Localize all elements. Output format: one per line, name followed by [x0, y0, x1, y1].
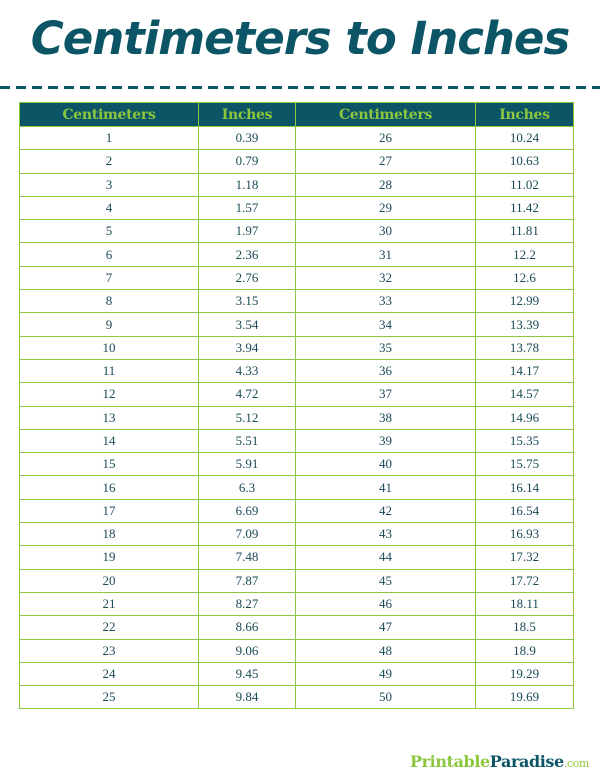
- inch-cell: 11.81: [476, 220, 574, 243]
- inch-cell: 8.27: [199, 592, 296, 615]
- cm-cell: 2: [20, 150, 199, 173]
- cm-cell: 39: [296, 429, 476, 452]
- table-row: [20, 196, 574, 219]
- inch-cell: 5.12: [199, 406, 296, 429]
- table-row: [20, 359, 574, 382]
- table-row: [20, 686, 574, 709]
- cm-cell: 13: [20, 406, 199, 429]
- cm-cell: 29: [296, 196, 476, 219]
- cm-cell: 7: [20, 266, 199, 289]
- cm-cell: 5: [20, 220, 199, 243]
- table-row: [20, 336, 574, 359]
- cm-cell: 19: [20, 546, 199, 569]
- inch-cell: 3.94: [199, 336, 296, 359]
- table-row: [20, 476, 574, 499]
- inch-cell: 14.57: [476, 383, 574, 406]
- table-row: [20, 569, 574, 592]
- cm-cell: 50: [296, 686, 476, 709]
- table-row: [20, 290, 574, 313]
- inch-cell: 7.09: [199, 523, 296, 546]
- cm-cell: 8: [20, 290, 199, 313]
- table-row: [20, 266, 574, 289]
- cm-cell: 17: [20, 499, 199, 522]
- cm-cell: 31: [296, 243, 476, 266]
- cm-cell: 6: [20, 243, 199, 266]
- inch-cell: 9.45: [199, 662, 296, 685]
- cm-cell: 33: [296, 290, 476, 313]
- cm-cell: 43: [296, 523, 476, 546]
- cm-cell: 12: [20, 383, 199, 406]
- cm-cell: 14: [20, 429, 199, 452]
- inch-cell: 9.06: [199, 639, 296, 662]
- inch-cell: 18.11: [476, 592, 574, 615]
- table-row: [20, 639, 574, 662]
- table-row: [20, 499, 574, 522]
- cm-cell: 15: [20, 453, 199, 476]
- inch-cell: 14.17: [476, 359, 574, 382]
- inch-cell: 3.54: [199, 313, 296, 336]
- inch-cell: 11.42: [476, 196, 574, 219]
- inch-cell: 12.2: [476, 243, 574, 266]
- cm-cell: 30: [296, 220, 476, 243]
- table-row: [20, 406, 574, 429]
- logo-paradise: Paradise: [489, 752, 564, 771]
- inch-cell: 2.36: [199, 243, 296, 266]
- table-body: [20, 127, 574, 709]
- inch-cell: 8.66: [199, 616, 296, 639]
- cm-cell: 9: [20, 313, 199, 336]
- inch-cell: 19.29: [476, 662, 574, 685]
- cm-cell: 35: [296, 336, 476, 359]
- cm-cell: 3: [20, 173, 199, 196]
- inch-cell: 7.87: [199, 569, 296, 592]
- inch-cell: 4.72: [199, 383, 296, 406]
- table-row: [20, 523, 574, 546]
- table-row: [20, 429, 574, 452]
- cm-cell: 36: [296, 359, 476, 382]
- inch-cell: 5.51: [199, 429, 296, 452]
- inch-cell: 16.93: [476, 523, 574, 546]
- table-row: [20, 313, 574, 336]
- table-row: [20, 173, 574, 196]
- header-centimeters-1: Centimeters: [20, 103, 199, 127]
- inch-cell: 11.02: [476, 173, 574, 196]
- cm-cell: 37: [296, 383, 476, 406]
- inch-cell: 0.39: [199, 127, 296, 150]
- cm-cell: 23: [20, 639, 199, 662]
- table-row: [20, 243, 574, 266]
- table-row: [20, 150, 574, 173]
- inch-cell: 13.39: [476, 313, 574, 336]
- table-row: [20, 220, 574, 243]
- table-row: [20, 546, 574, 569]
- header-inches-2: Inches: [476, 103, 574, 127]
- cm-cell: 44: [296, 546, 476, 569]
- cm-cell: 18: [20, 523, 199, 546]
- cm-cell: 49: [296, 662, 476, 685]
- inch-cell: 1.97: [199, 220, 296, 243]
- cm-cell: 40: [296, 453, 476, 476]
- cm-cell: 45: [296, 569, 476, 592]
- header-centimeters-2: Centimeters: [296, 103, 476, 127]
- conversion-table: [19, 102, 574, 709]
- inch-cell: 7.48: [199, 546, 296, 569]
- cm-cell: 11: [20, 359, 199, 382]
- cm-cell: 28: [296, 173, 476, 196]
- table-header-row: [20, 103, 574, 127]
- cm-cell: 1: [20, 127, 199, 150]
- inch-cell: 17.32: [476, 546, 574, 569]
- printable-paradise-logo: [410, 752, 589, 771]
- cm-cell: 24: [20, 662, 199, 685]
- inch-cell: 15.75: [476, 453, 574, 476]
- inch-cell: 6.69: [199, 499, 296, 522]
- cm-cell: 41: [296, 476, 476, 499]
- cm-cell: 42: [296, 499, 476, 522]
- inch-cell: 4.33: [199, 359, 296, 382]
- cm-cell: 34: [296, 313, 476, 336]
- table-row: [20, 383, 574, 406]
- cm-cell: 27: [296, 150, 476, 173]
- table-row: [20, 592, 574, 615]
- table-row: [20, 616, 574, 639]
- inch-cell: 13.78: [476, 336, 574, 359]
- inch-cell: 18.9: [476, 639, 574, 662]
- inch-cell: 15.35: [476, 429, 574, 452]
- inch-cell: 2.76: [199, 266, 296, 289]
- logo-printable: Printable: [410, 752, 490, 771]
- inch-cell: 0.79: [199, 150, 296, 173]
- cm-cell: 38: [296, 406, 476, 429]
- cm-cell: 32: [296, 266, 476, 289]
- inch-cell: 18.5: [476, 616, 574, 639]
- inch-cell: 1.57: [199, 196, 296, 219]
- logo-dotcom: .com: [563, 757, 589, 770]
- inch-cell: 10.63: [476, 150, 574, 173]
- cm-cell: 47: [296, 616, 476, 639]
- cm-cell: 25: [20, 686, 199, 709]
- table-row: [20, 662, 574, 685]
- inch-cell: 19.69: [476, 686, 574, 709]
- inch-cell: 6.3: [199, 476, 296, 499]
- inch-cell: 9.84: [199, 686, 296, 709]
- inch-cell: 14.96: [476, 406, 574, 429]
- inch-cell: 12.6: [476, 266, 574, 289]
- inch-cell: 17.72: [476, 569, 574, 592]
- cm-cell: 26: [296, 127, 476, 150]
- table-row: [20, 127, 574, 150]
- inch-cell: 1.18: [199, 173, 296, 196]
- cm-cell: 10: [20, 336, 199, 359]
- inch-cell: 16.54: [476, 499, 574, 522]
- cm-cell: 16: [20, 476, 199, 499]
- cm-cell: 22: [20, 616, 199, 639]
- page-title: Centimeters to Inches: [30, 12, 570, 65]
- cm-cell: 20: [20, 569, 199, 592]
- inch-cell: 10.24: [476, 127, 574, 150]
- table-row: [20, 453, 574, 476]
- dashed-divider: [0, 86, 600, 89]
- inch-cell: 16.14: [476, 476, 574, 499]
- cm-cell: 4: [20, 196, 199, 219]
- cm-cell: 48: [296, 639, 476, 662]
- cm-cell: 21: [20, 592, 199, 615]
- header-inches-1: Inches: [199, 103, 296, 127]
- inch-cell: 5.91: [199, 453, 296, 476]
- inch-cell: 3.15: [199, 290, 296, 313]
- cm-cell: 46: [296, 592, 476, 615]
- inch-cell: 12.99: [476, 290, 574, 313]
